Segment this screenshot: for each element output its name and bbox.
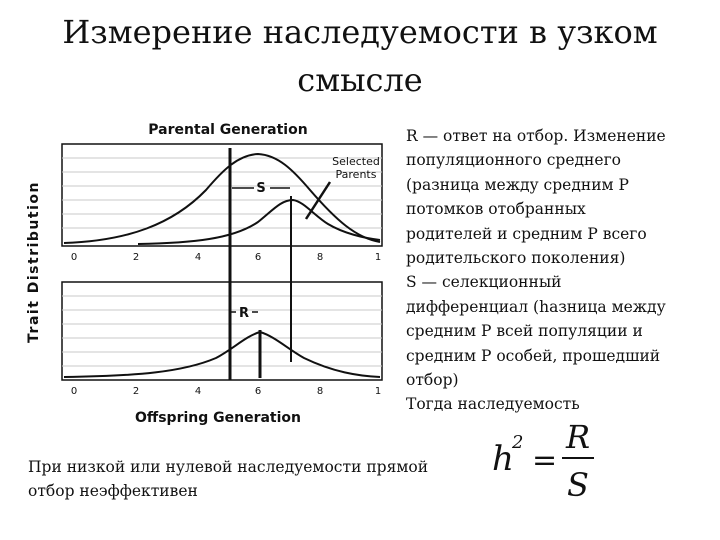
explanation-line: отбор) bbox=[406, 371, 459, 390]
selected-parents-curve bbox=[138, 200, 380, 244]
parental-tick-0: 0 bbox=[70, 252, 78, 263]
selected-parents-label-line-2: Parents bbox=[335, 168, 377, 181]
formula-equals: = bbox=[532, 443, 558, 478]
parental-tick-6: 6 bbox=[254, 252, 262, 263]
offspring-panel-title: Offspring Generation bbox=[134, 410, 302, 426]
offspring-tick-6: 6 bbox=[254, 386, 262, 397]
parental-x-ticks bbox=[71, 252, 381, 263]
offspring-x-ticks bbox=[71, 386, 381, 397]
formula-lhs: h bbox=[492, 439, 514, 479]
selected-parents-label-line-1: Selected bbox=[332, 155, 380, 168]
offspring-distribution-curve bbox=[64, 332, 380, 377]
heritability-figure bbox=[18, 112, 398, 430]
parental-tick-8: 8 bbox=[316, 252, 324, 263]
formula-exponent: 2 bbox=[512, 432, 524, 453]
offspring-tick-0: 0 bbox=[70, 386, 78, 397]
explanation-line: средним Р всей популяции и bbox=[406, 322, 643, 341]
explanation-line: дифференциал (hазница между bbox=[406, 297, 666, 316]
explanation-line: средним Р особей, прошедший bbox=[406, 346, 661, 365]
r-label: R bbox=[238, 306, 250, 321]
explanation-line: Тогда наследуемость bbox=[406, 395, 580, 414]
offspring-tick-8: 8 bbox=[316, 386, 324, 397]
formula-numerator: R bbox=[565, 418, 591, 456]
heritability-formula bbox=[488, 412, 608, 504]
explanation-line: S — селекционный bbox=[406, 273, 562, 292]
formula-denominator: S bbox=[567, 466, 589, 504]
offspring-tick-2: 2 bbox=[132, 386, 140, 397]
parental-panel bbox=[62, 144, 382, 246]
conclusion-line-1: При низкой или нулевой наследуемости прямой bbox=[28, 458, 429, 476]
parental-tick-10: 1 bbox=[374, 252, 382, 263]
parental-grid bbox=[62, 158, 382, 228]
offspring-tick-10: 1 bbox=[374, 386, 382, 397]
title-line-1: Измерение наследуемости в узком bbox=[62, 13, 658, 51]
s-label: S bbox=[256, 181, 266, 196]
parental-tick-2: 2 bbox=[132, 252, 140, 263]
explanation-line: родительского поколения) bbox=[406, 249, 626, 268]
parental-tick-4: 4 bbox=[194, 252, 202, 263]
explanation-line: популяционного среднего bbox=[406, 151, 622, 170]
slide-title bbox=[20, 8, 700, 104]
explanation-line: (разница между средним Р bbox=[406, 175, 629, 194]
parental-panel-title: Parental Generation bbox=[148, 122, 308, 138]
offspring-tick-4: 4 bbox=[194, 386, 202, 397]
offspring-panel bbox=[62, 282, 382, 380]
offspring-panel-frame bbox=[62, 282, 382, 380]
explanation-line: R — ответ на отбор. Изменение bbox=[406, 127, 666, 145]
conclusion-line-2: отбор неэффективен bbox=[28, 482, 198, 500]
title-line-2: смысле bbox=[297, 61, 423, 99]
explanation-text bbox=[406, 124, 706, 417]
conclusion-text bbox=[28, 455, 468, 503]
explanation-line: родителей и средним Р всего bbox=[406, 224, 647, 243]
y-axis-label: Trait Distribution bbox=[26, 181, 42, 343]
explanation-line: потомков отобранных bbox=[406, 200, 586, 219]
